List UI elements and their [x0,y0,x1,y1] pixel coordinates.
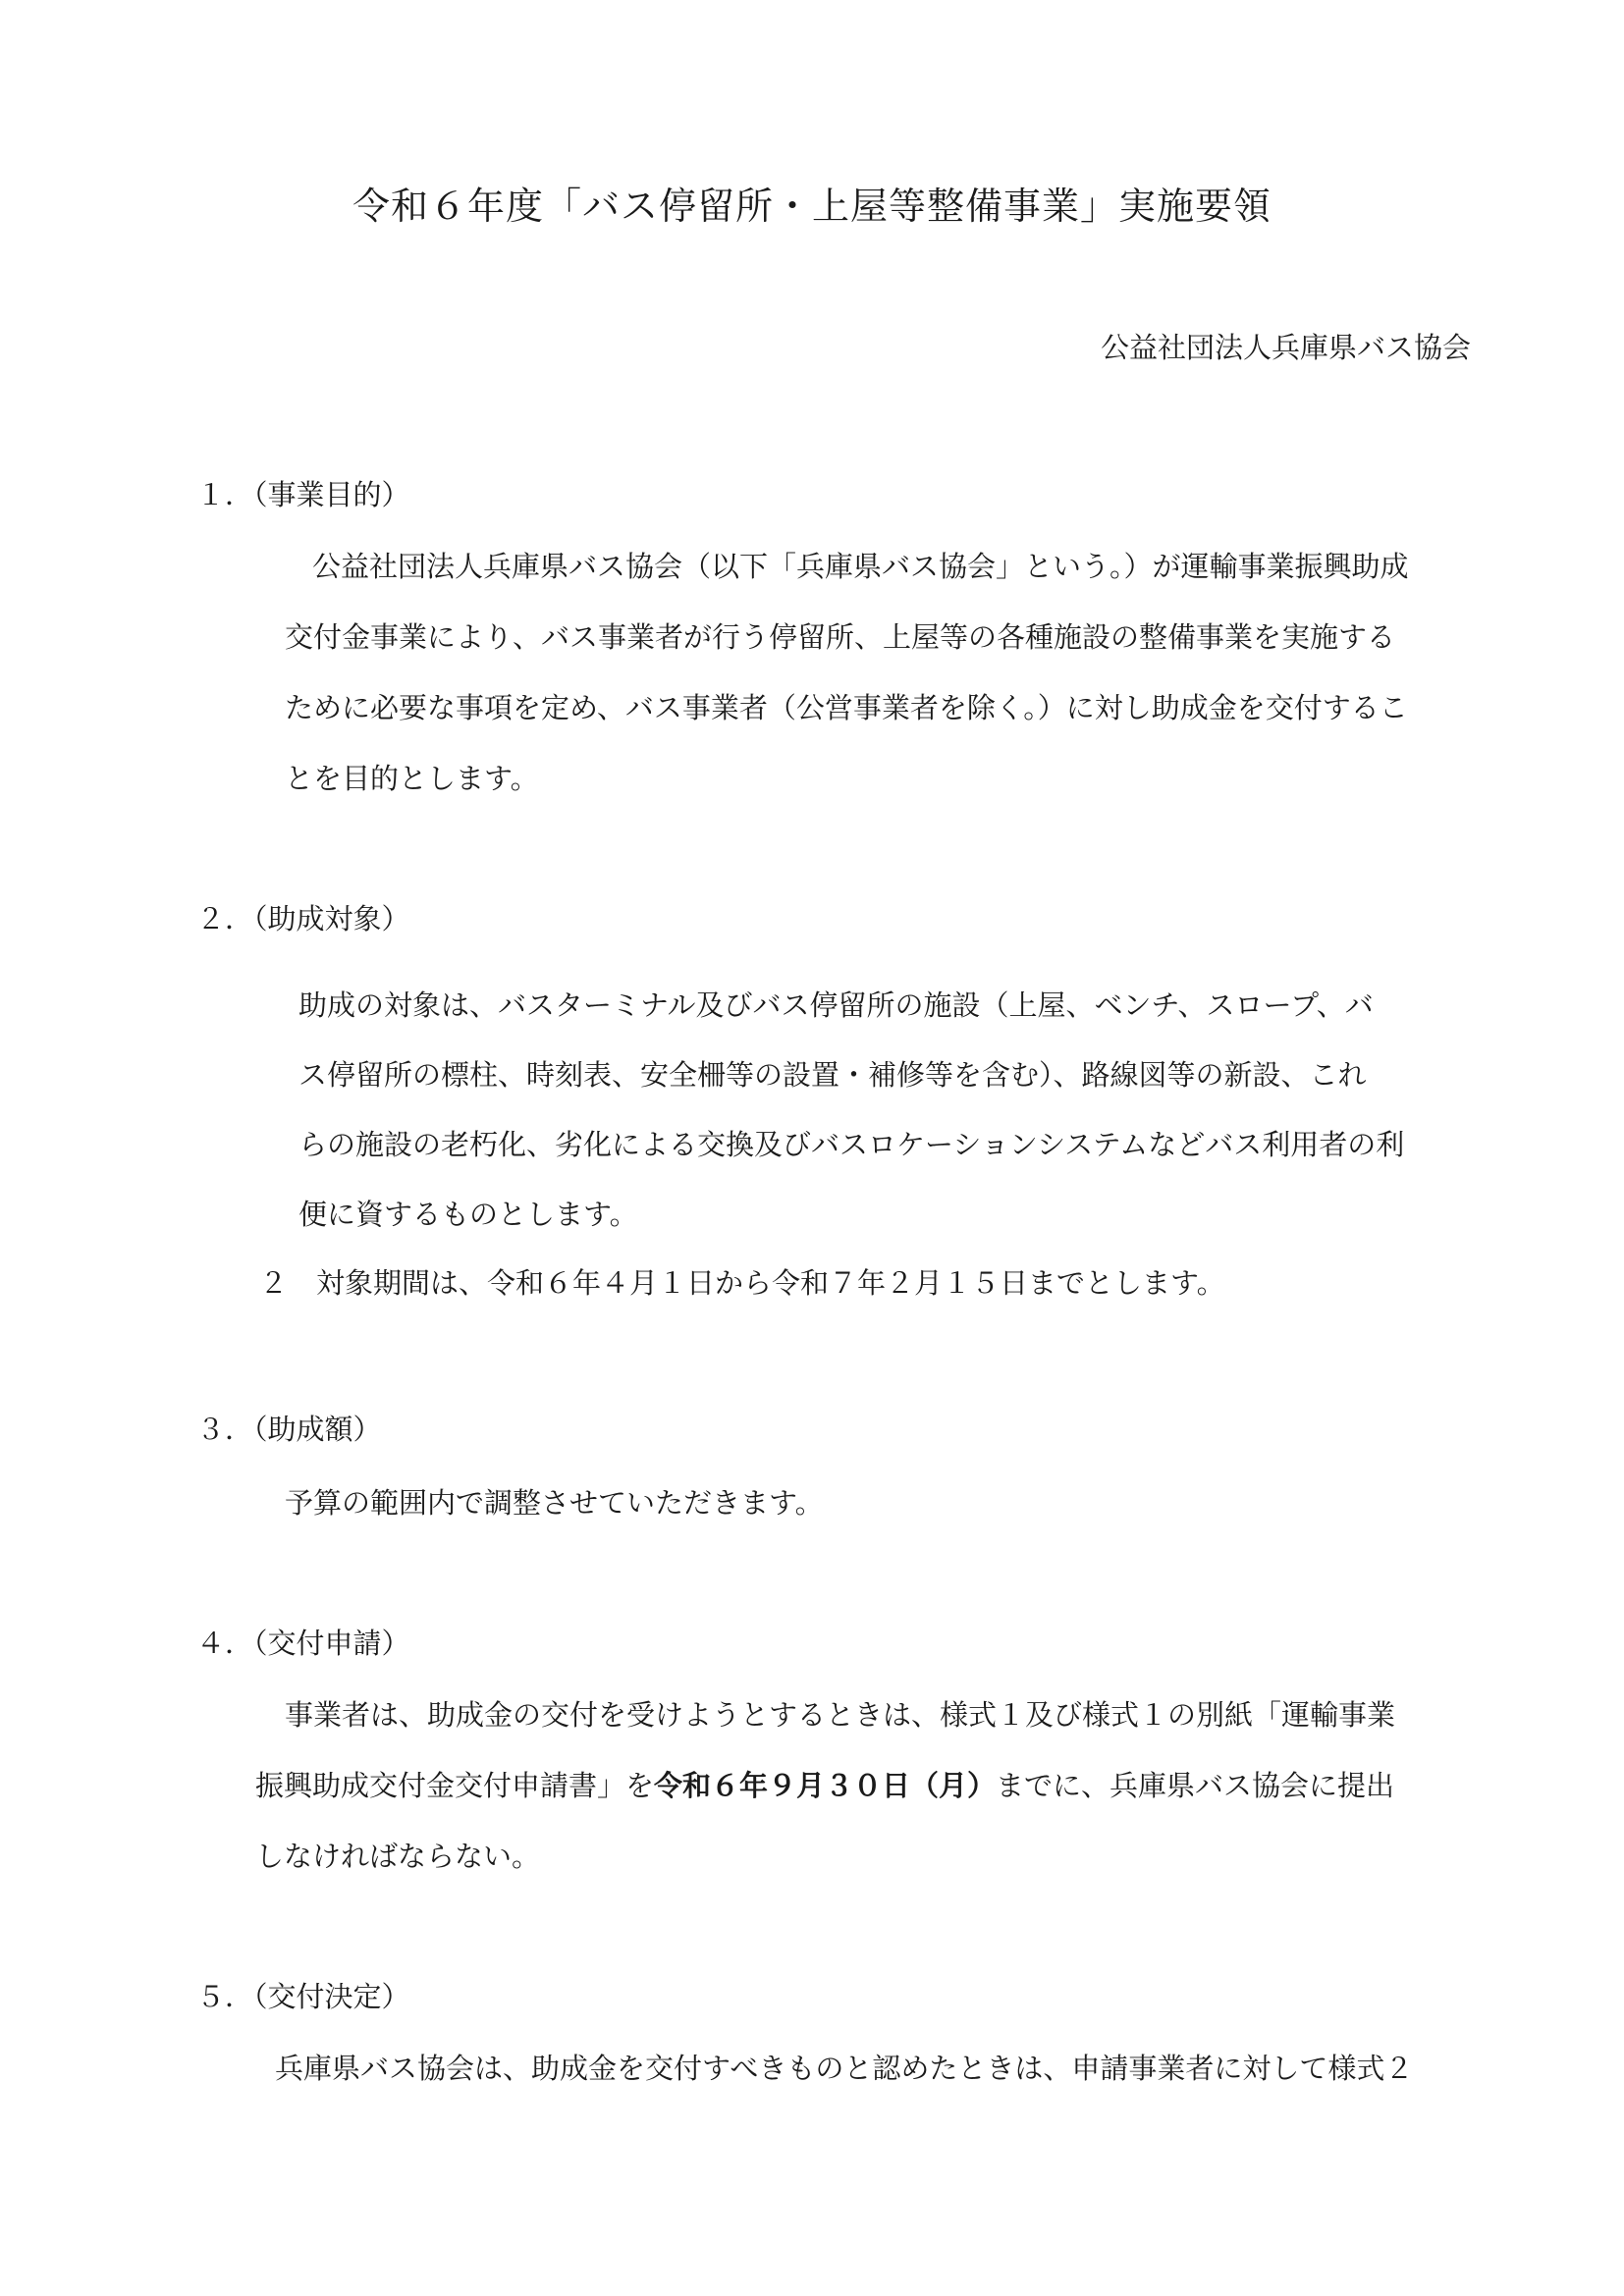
section-1-line-3: ために必要な事項を定め、バス事業者（公営事業者を除く。）に対し助成金を交付するこ [285,691,1408,724]
section-2-line-4: 便に資するものとします。 [298,1198,638,1231]
section-4-line-2-end: までに、兵庫県バス協会に提出 [996,1769,1395,1802]
section-1-line-4: とを目的とします。 [285,762,539,795]
section-4-line-1: 事業者は、助成金の交付を受けようとするときは、様式１及び様式１の別紙「運輸事業 [285,1698,1396,1732]
section-4-line-2-start: 振興助成交付金交付申請書」を [255,1769,655,1802]
organization-name: 公益社団法人兵庫県バス協会 [1100,331,1471,364]
section-4-line-2 [255,1764,1394,1807]
section-2-heading: ２．（助成対象） [196,902,410,935]
application-deadline: 令和６年９月３０日（月） [654,1769,997,1802]
section-2-line-1: 助成の対象は、バスターミナル及びバス停留所の施設（上屋、ベンチ、スロープ、バ [298,988,1374,1022]
section-3-line-1: 予算の範囲内で調整させていただきます。 [285,1486,824,1520]
section-2-item-2: ２ 対象期間は、令和６年４月１日から令和７年２月１５日までとします。 [259,1266,1225,1300]
section-5-heading: ５．（交付決定） [196,1980,410,2013]
section-1-line-2: 交付金事業により、バス事業者が行う停留所、上屋等の各種施設の整備事業を実施する [285,620,1396,654]
document-title: 令和６年度「バス停留所・上屋等整備事業」実施要領 [352,185,1272,228]
section-4-heading: ４．（交付申請） [196,1627,410,1660]
section-5-line-1: 兵庫県バス協会は、助成金を交付すべきものと認めたときは、申請事業者に対して様式２ [275,2052,1414,2085]
section-2-line-3: らの施設の老朽化、劣化による交換及びバスロケーションシステムなどバス利用者の利 [298,1128,1405,1161]
section-3-heading: ３．（助成額） [196,1413,382,1446]
section-1-heading: １．（事業目的） [196,478,410,511]
section-4-line-3: しなければならない。 [255,1840,541,1873]
section-1-line-1: 公益社団法人兵庫県バス協会（以下「兵庫県バス協会」という。）が運輸事業振興助成 [312,550,1409,583]
section-2-line-2: ス停留所の標柱、時刻表、安全柵等の設置・補修等を含む）、路線図等の新設、これ [298,1058,1367,1092]
